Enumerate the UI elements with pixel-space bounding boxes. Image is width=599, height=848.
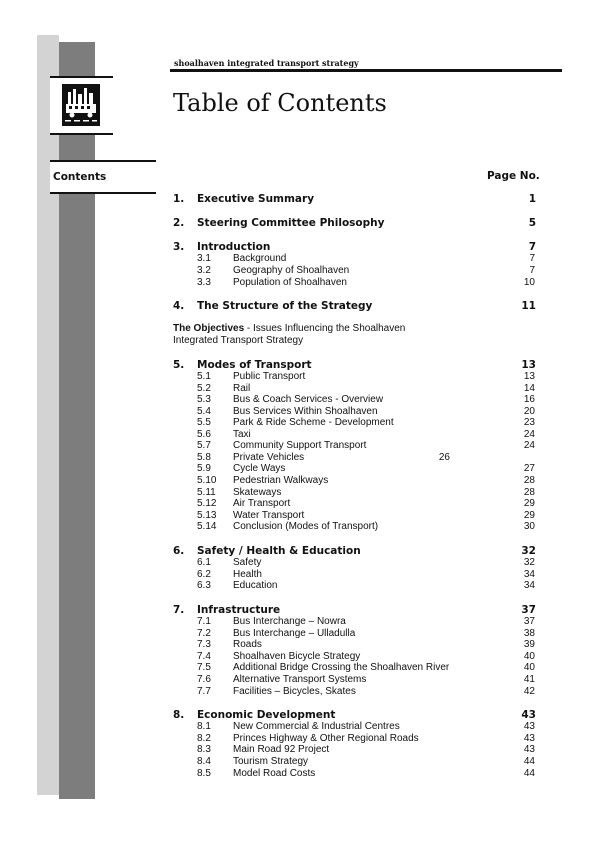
toc-entry-number: 5.7	[197, 440, 211, 451]
toc-entry-title: Taxi	[233, 429, 251, 440]
toc-entry-number: 6.1	[197, 557, 211, 568]
running-header: shoalhaven integrated transport strategy	[174, 58, 359, 68]
toc-entry-number: 8.	[173, 709, 185, 721]
toc-entry-page: 42	[523, 686, 535, 697]
objectives-note-text: - Issues Influencing the Shoalhaven Integrated Transport Strategy	[173, 323, 406, 346]
toc-entry-title: Public Transport	[233, 371, 306, 382]
toc-entry-page: 43	[523, 733, 535, 744]
toc-entry-title: Additional Bridge Crossing the Shoalhaven River	[233, 662, 450, 673]
toc-entry-page: 7	[528, 241, 536, 253]
toc-entry-page: 41	[523, 674, 535, 685]
toc-entry-page: 1	[528, 193, 536, 205]
toc-entry-title: Modes of Transport	[197, 359, 312, 371]
toc-entry-number: 5.2	[197, 383, 211, 394]
toc-entry-number: 5.4	[197, 406, 211, 417]
toc-entry-number: 7.6	[197, 674, 211, 685]
toc-entry-title: Pedestrian Walkways	[233, 475, 329, 486]
toc-entry-title: Private Vehicles	[233, 452, 305, 463]
toc-entry-title: Cycle Ways	[233, 463, 286, 474]
toc-entry-number: 5.	[173, 359, 185, 371]
toc-entry-page: 40	[523, 662, 535, 673]
toc-entry-page: 27	[523, 463, 535, 474]
toc-entry-title: Steering Committee Philosophy	[197, 217, 385, 229]
toc-entry-page: 43	[523, 721, 535, 732]
toc-entry-title: Roads	[233, 639, 262, 650]
toc-entry-number: 3.	[173, 241, 185, 253]
toc-entry-page: 26	[438, 452, 450, 463]
toc-entry-page: 7	[529, 265, 535, 276]
toc-entry-number: 3.1	[197, 253, 211, 264]
page-number-heading: Page No.	[487, 170, 540, 182]
toc-entry-number: 7.2	[197, 628, 211, 639]
toc-entry-title: Bus Interchange – Nowra	[233, 616, 346, 627]
toc-entry-page: 43	[521, 709, 536, 721]
toc-entry-number: 8.1	[197, 721, 211, 732]
toc-entry-number: 4.	[173, 300, 185, 312]
toc-entry-title: Main Road 92 Project	[233, 744, 330, 755]
toc-entry-page: 5	[528, 217, 536, 229]
toc-entry-page: 28	[523, 487, 535, 498]
header-rule	[170, 69, 562, 72]
toc-entry-title: Safety	[233, 557, 262, 568]
toc-entry-title: Shoalhaven Bicycle Strategy	[233, 651, 361, 662]
toc-entry-title: Model Road Costs	[233, 768, 316, 779]
toc-entry-page: 32	[521, 545, 536, 557]
toc-entry-number: 3.3	[197, 277, 211, 288]
toc-entry-page: 37	[521, 604, 536, 616]
toc-entry-number: 5.12	[197, 498, 217, 509]
toc-entry-title: Bus Interchange – Ulladulla	[233, 628, 356, 639]
toc-entry-number: 8.4	[197, 756, 211, 767]
toc-entry-title: Rail	[233, 383, 251, 394]
toc-entry-number: 7.7	[197, 686, 211, 697]
toc-entry-number: 3.2	[197, 265, 211, 276]
toc-entry-number: 7.4	[197, 651, 211, 662]
toc-entry-number: 5.9	[197, 463, 211, 474]
toc-entry-title: Air Transport	[233, 498, 291, 509]
toc-entry-page: 34	[523, 569, 535, 580]
toc-entry-page: 34	[523, 580, 535, 591]
toc-entry-title: Population of Shoalhaven	[233, 277, 347, 288]
toc-entry-page: 29	[523, 510, 535, 521]
toc-entry-title: Skateways	[233, 487, 282, 498]
toc-entry-number: 2.	[173, 217, 185, 229]
toc-entry-title: The Structure of the Strategy	[197, 300, 373, 312]
toc-entry-number: 5.8	[197, 452, 211, 463]
toc-entry-title: Infrastructure	[197, 604, 281, 616]
toc-entry-title: Bus & Coach Services - Overview	[233, 394, 384, 405]
toc-entry-page: 44	[523, 768, 535, 779]
toc-entry-page: 29	[523, 498, 535, 509]
toc-entry-page: 13	[523, 371, 535, 382]
toc-entry-page: 44	[523, 756, 535, 767]
toc-entry-number: 1.	[173, 193, 185, 205]
section-tab-label: Contents	[53, 171, 107, 183]
toc-entry-page: 40	[523, 651, 535, 662]
toc-entry-page: 16	[523, 394, 535, 405]
toc-entry-number: 6.	[173, 545, 185, 557]
toc-entry-number: 5.3	[197, 394, 211, 405]
toc-entry-page: 10	[523, 277, 535, 288]
toc-entry-page: 23	[523, 417, 535, 428]
toc-entry-number: 5.6	[197, 429, 211, 440]
toc-entry-page: 37	[523, 616, 535, 627]
toc-entry-title: Princes Highway & Other Regional Roads	[233, 733, 419, 744]
toc-entry-number: 5.5	[197, 417, 211, 428]
toc-entry-page: 28	[523, 475, 535, 486]
toc-entry-title: Economic Development	[197, 709, 336, 721]
side-bar-dark	[59, 42, 95, 799]
toc-entry-title: Tourism Strategy	[233, 756, 309, 767]
side-bar-light	[37, 35, 59, 795]
page-title: Table of Contents	[173, 89, 387, 117]
toc-entry-number: 5.11	[197, 487, 216, 498]
section-tab	[50, 160, 156, 194]
objectives-note	[173, 323, 413, 347]
toc-entry-number: 7.	[173, 604, 185, 616]
toc-entry-title: New Commercial & Industrial Centres	[233, 721, 400, 732]
toc-entry-page: 24	[523, 440, 535, 451]
toc-entry-title: Conclusion (Modes of Transport)	[233, 521, 379, 532]
toc-entry-number: 5.13	[197, 510, 217, 521]
toc-entry-title: Bus Services Within Shoalhaven	[233, 406, 378, 417]
toc-entry-page: 11	[521, 300, 536, 312]
toc-entry-number: 6.3	[197, 580, 211, 591]
toc-entry-number: 8.5	[197, 768, 211, 779]
toc-entry-page: 20	[523, 406, 535, 417]
toc-entry-page: 14	[523, 383, 535, 394]
toc-entry-title: Alternative Transport Systems	[233, 674, 367, 685]
toc-entry-title: Water Transport	[233, 510, 305, 521]
toc-entry-page: 39	[523, 639, 535, 650]
toc-entry-number: 5.10	[197, 475, 217, 486]
toc-entry-page: 24	[523, 429, 535, 440]
toc-entry-number: 5.14	[197, 521, 217, 532]
toc-entry-number: 6.2	[197, 569, 211, 580]
transport-logo-icon	[62, 84, 100, 126]
toc-entry-page: 13	[521, 359, 536, 371]
toc-entry-title: Executive Summary	[197, 193, 315, 205]
toc-entry-title: Introduction	[197, 241, 271, 253]
toc-entry-title: Background	[233, 253, 287, 264]
toc-entry-title: Park & Ride Scheme - Development	[233, 417, 394, 428]
toc-entry-title: Health	[233, 569, 262, 580]
toc-entry-number: 5.1	[197, 371, 211, 382]
toc-entry-title: Safety / Health & Education	[197, 545, 361, 557]
toc-entry-number: 8.2	[197, 733, 211, 744]
toc-entry-page: 7	[529, 253, 535, 264]
objectives-note-bold: The Objectives	[173, 323, 245, 334]
toc-entry-number: 7.1	[197, 616, 211, 627]
toc-entry-title: Facilities – Bicycles, Skates	[233, 686, 356, 697]
toc-entry-title: Community Support Transport	[233, 440, 367, 451]
toc-entry-number: 7.3	[197, 639, 211, 650]
toc-entry-page: 30	[523, 521, 535, 532]
toc-entry-page: 43	[523, 744, 535, 755]
toc-entry-title: Geography of Shoalhaven	[233, 265, 350, 276]
toc-entry-title: Education	[233, 580, 278, 591]
toc-entry-number: 7.5	[197, 662, 211, 673]
toc-entry-page: 32	[523, 557, 535, 568]
toc-entry-number: 8.3	[197, 744, 211, 755]
logo-panel	[50, 76, 113, 135]
toc-entry-page: 38	[523, 628, 535, 639]
